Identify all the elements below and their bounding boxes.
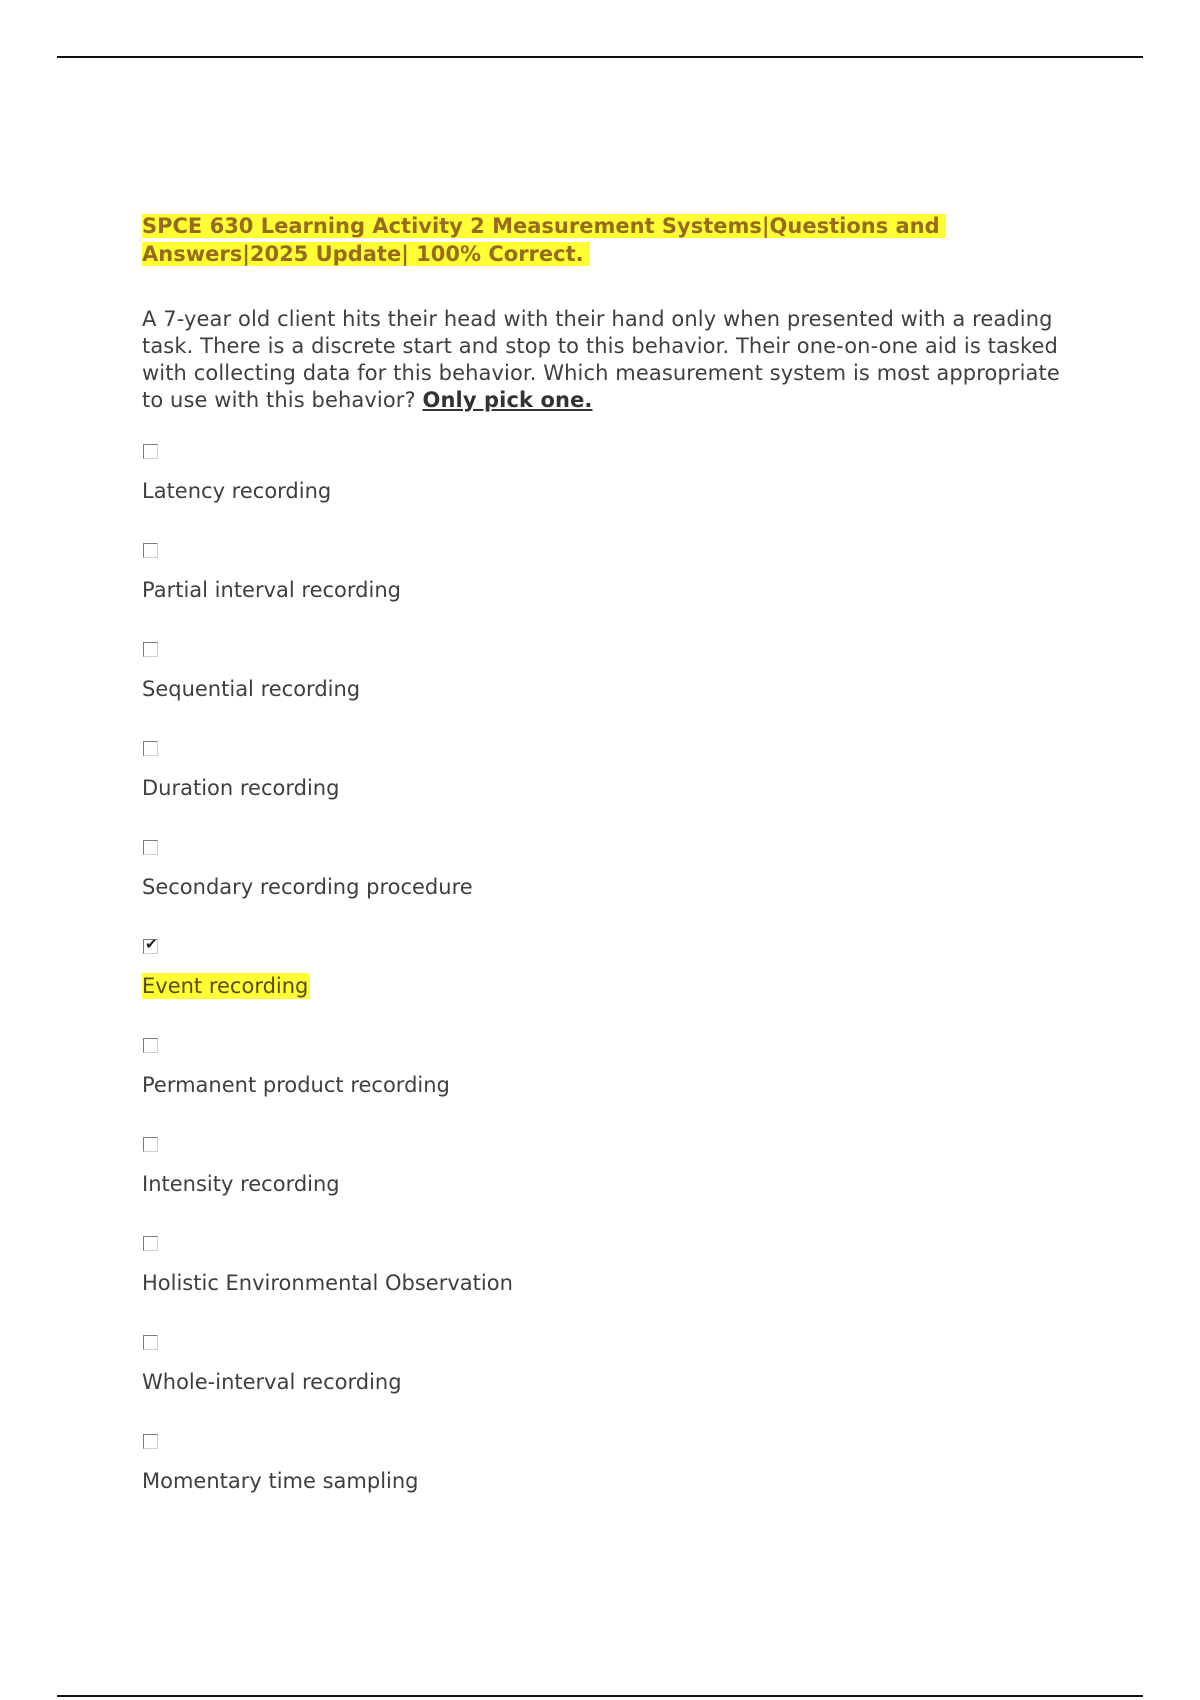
checkbox[interactable] bbox=[143, 1236, 158, 1251]
checkbox[interactable] bbox=[143, 642, 158, 657]
option-label: Partial interval recording bbox=[142, 578, 401, 602]
option-label: Latency recording bbox=[142, 479, 332, 503]
checkbox[interactable] bbox=[143, 1335, 158, 1350]
checkbox[interactable] bbox=[143, 444, 158, 459]
option-whole-interval-recording[interactable] bbox=[142, 1335, 1042, 1415]
option-label: Holistic Environmental Observation bbox=[142, 1271, 513, 1295]
bottom-rule bbox=[57, 1695, 1143, 1697]
option-duration-recording[interactable] bbox=[142, 741, 1042, 821]
option-sequential-recording[interactable] bbox=[142, 642, 1042, 722]
checkbox[interactable] bbox=[143, 1137, 158, 1152]
option-latency-recording[interactable] bbox=[142, 444, 1042, 524]
option-secondary-recording-procedure[interactable] bbox=[142, 840, 1042, 920]
title-line-1: SPCE 630 Learning Activity 2 Measurement Systems|Questions and bbox=[142, 214, 946, 238]
option-label: Permanent product recording bbox=[142, 1073, 450, 1097]
checkbox[interactable] bbox=[143, 741, 158, 756]
option-permanent-product-recording[interactable] bbox=[142, 1038, 1042, 1118]
question-instruction: Only pick one. bbox=[422, 388, 593, 412]
document-title bbox=[142, 212, 1082, 268]
checkbox[interactable] bbox=[143, 1038, 158, 1053]
option-momentary-time-sampling[interactable] bbox=[142, 1434, 1042, 1514]
option-label: Duration recording bbox=[142, 776, 340, 800]
checkmark-icon: ✔ bbox=[145, 935, 158, 953]
option-label: Intensity recording bbox=[142, 1172, 340, 1196]
option-label: Whole-interval recording bbox=[142, 1370, 402, 1394]
option-label: Momentary time sampling bbox=[142, 1469, 419, 1493]
question-body: A 7-year old client hits their head with their hand only when presented with a reading task. There is a discrete start and stop to this behavior. Their one-on-one aid is tasked with collecting data for this behavior. Which measurement system is most appropriate to use with this behavior? bbox=[142, 307, 1060, 412]
checkbox[interactable] bbox=[143, 1434, 158, 1449]
question-text bbox=[142, 306, 1082, 414]
title-line-2: Answers|2025 Update| 100% Correct. bbox=[142, 242, 590, 266]
document-body bbox=[142, 212, 1082, 1493]
option-holistic-environmental-observation[interactable] bbox=[142, 1236, 1042, 1316]
checkbox-checked[interactable] bbox=[143, 935, 158, 954]
checkbox[interactable] bbox=[143, 543, 158, 558]
option-label: Sequential recording bbox=[142, 677, 361, 701]
option-intensity-recording[interactable] bbox=[142, 1137, 1042, 1217]
option-partial-interval-recording[interactable] bbox=[142, 543, 1042, 623]
option-label: Secondary recording procedure bbox=[142, 875, 473, 899]
checkbox[interactable] bbox=[143, 840, 158, 855]
option-event-recording[interactable] bbox=[142, 935, 1042, 1019]
top-rule bbox=[57, 56, 1143, 58]
option-label-correct-answer: Event recording bbox=[142, 974, 309, 998]
